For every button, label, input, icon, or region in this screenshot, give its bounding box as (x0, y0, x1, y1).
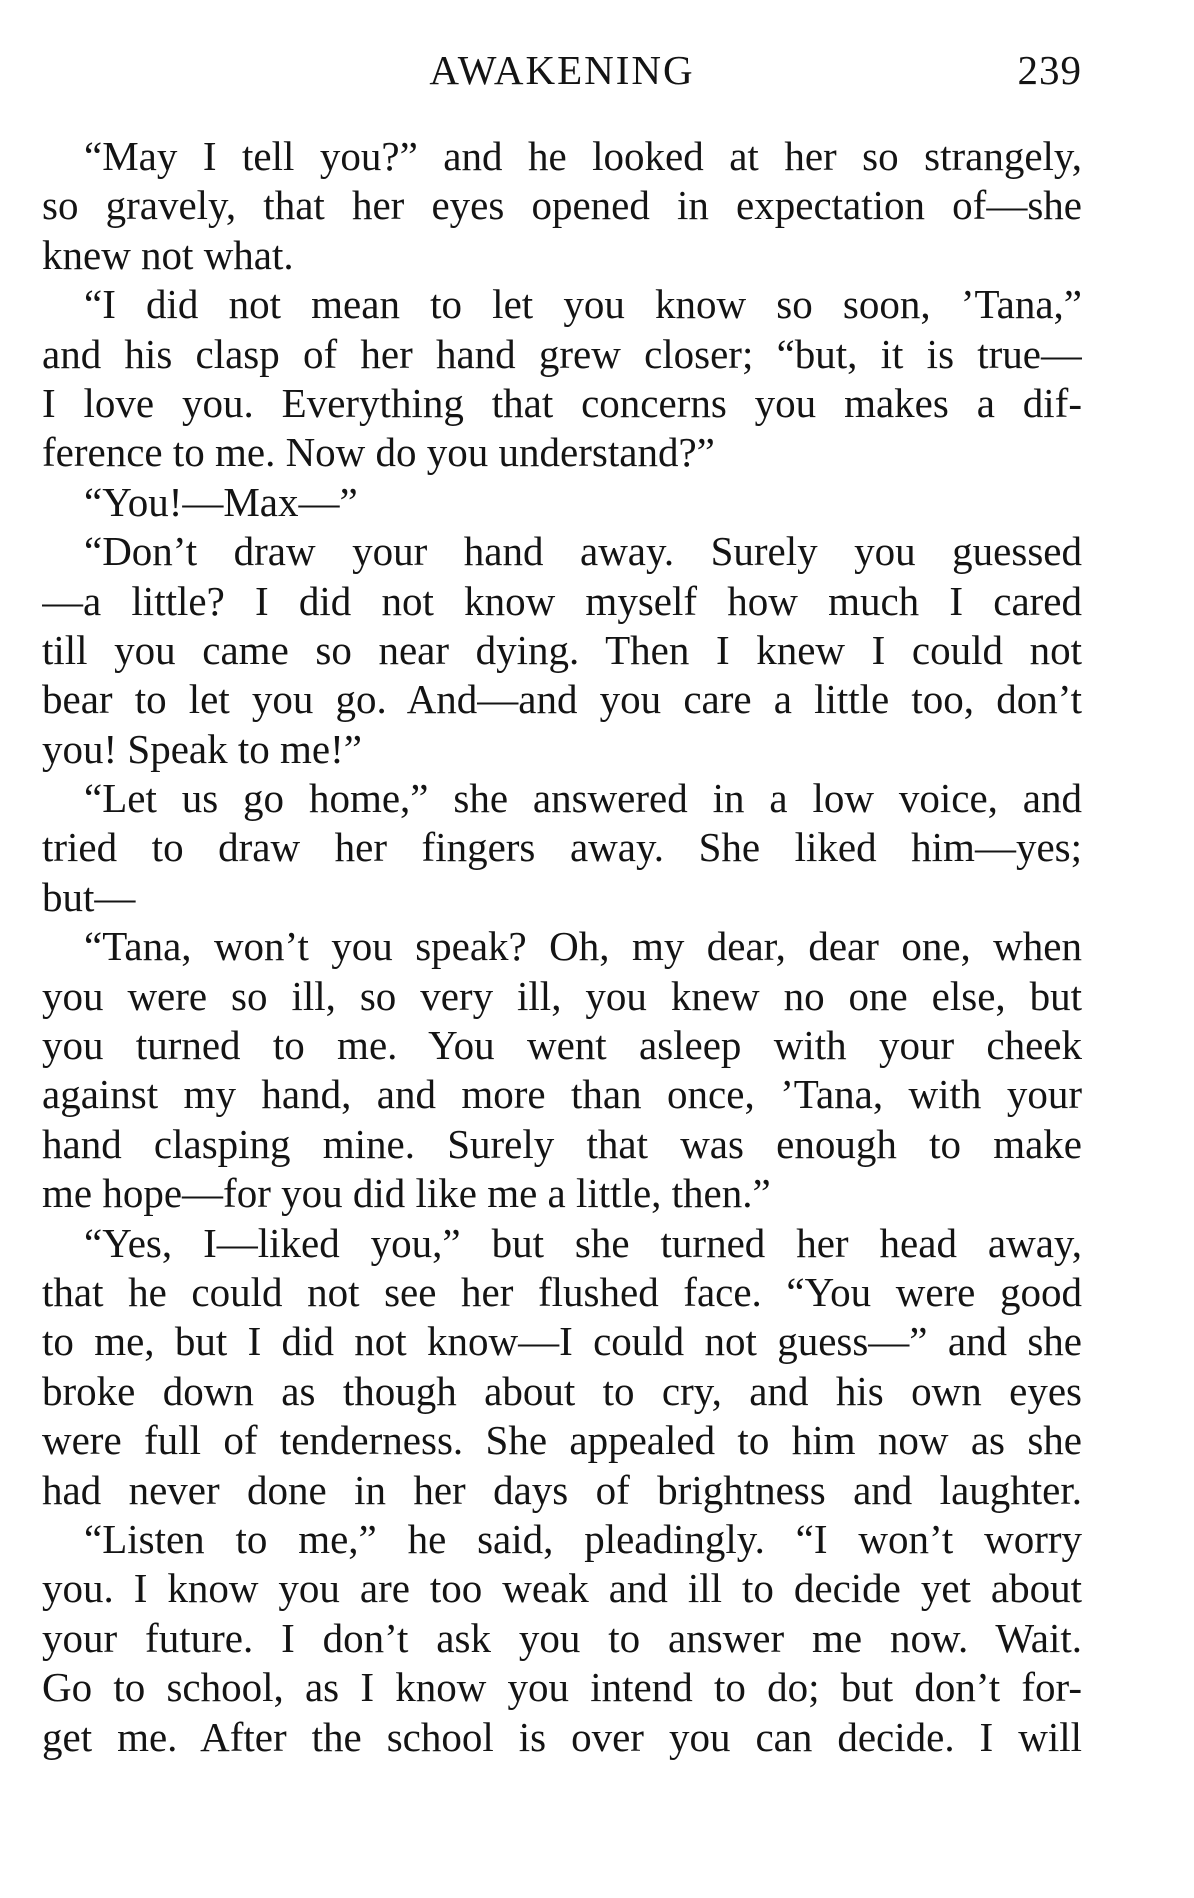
body-text (42, 132, 1082, 1762)
text-line: you turned to me. You went asleep with your cheek (42, 1022, 1082, 1069)
text-line: “May I tell you?” and he looked at her so strangely, (84, 133, 1082, 179)
text-line: had never done in her days of brightness and laughter. (42, 1466, 1082, 1513)
text-line: “Tana, won’t you speak? Oh, my dear, dear one, when (84, 923, 1082, 970)
text-line: “Don’t draw your hand away. Surely you guessed (84, 528, 1082, 575)
text-line: ference to me. Now do you understand?” (42, 429, 715, 476)
text-line: hand clasping mine. Surely that was enough to make (42, 1120, 1082, 1167)
text-line: you were so ill, so very ill, you knew no one else, but (42, 972, 1082, 1019)
text-line: —a little? I did not know myself how much I cared (42, 577, 1082, 624)
text-line: you! Speak to me!” (42, 725, 362, 772)
text-line: knew not what. (42, 231, 294, 278)
text-line: that he could not see her flushed face. “You were good (42, 1268, 1082, 1315)
text-line: get me. After the school is over you can decide. I will (42, 1713, 1082, 1760)
text-line: tried to draw her fingers away. She liked him—yes; (42, 824, 1082, 871)
text-line: were full of tenderness. She appealed to him now as she (42, 1417, 1082, 1464)
text-line: till you came so near dying. Then I knew I could not (42, 626, 1082, 673)
text-line: I love you. Everything that concerns you makes a dif- (42, 379, 1082, 426)
text-line: “Listen to me,” he said, pleadingly. “I won’t worry (84, 1515, 1082, 1562)
page-number: 239 (1017, 47, 1082, 93)
text-line: “Yes, I—liked you,” but she turned her head away, (84, 1219, 1082, 1266)
text-line: “You!—Max—” (84, 478, 358, 525)
text-line: me hope—for you did like me a little, then.” (42, 1170, 771, 1217)
text-line: so gravely, that her eyes opened in expectation of—she (42, 182, 1082, 229)
text-line: Go to school, as I know you intend to do; but don’t for- (42, 1664, 1082, 1711)
text-line: “I did not mean to let you know so soon, ’Tana,” (84, 281, 1082, 328)
text-line: but— (42, 873, 136, 920)
running-header (42, 42, 1082, 98)
text-line: “Let us go home,” she answered in a low voice, and (84, 775, 1082, 822)
chapter-title: AWAKENING (429, 47, 695, 93)
text-line: and his clasp of her hand grew closer; “but, it is true— (42, 330, 1082, 377)
text-line: to me, but I did not know—I could not guess—” and she (42, 1318, 1082, 1365)
text-line: bear to let you go. And—and you care a little too, don’t (42, 676, 1082, 723)
text-line: broke down as though about to cry, and his own eyes (42, 1367, 1082, 1414)
text-line: your future. I don’t ask you to answer me now. Wait. (42, 1614, 1082, 1661)
text-line: against my hand, and more than once, ’Tana, with your (42, 1071, 1082, 1118)
text-line: you. I know you are too weak and ill to decide yet about (42, 1565, 1082, 1612)
